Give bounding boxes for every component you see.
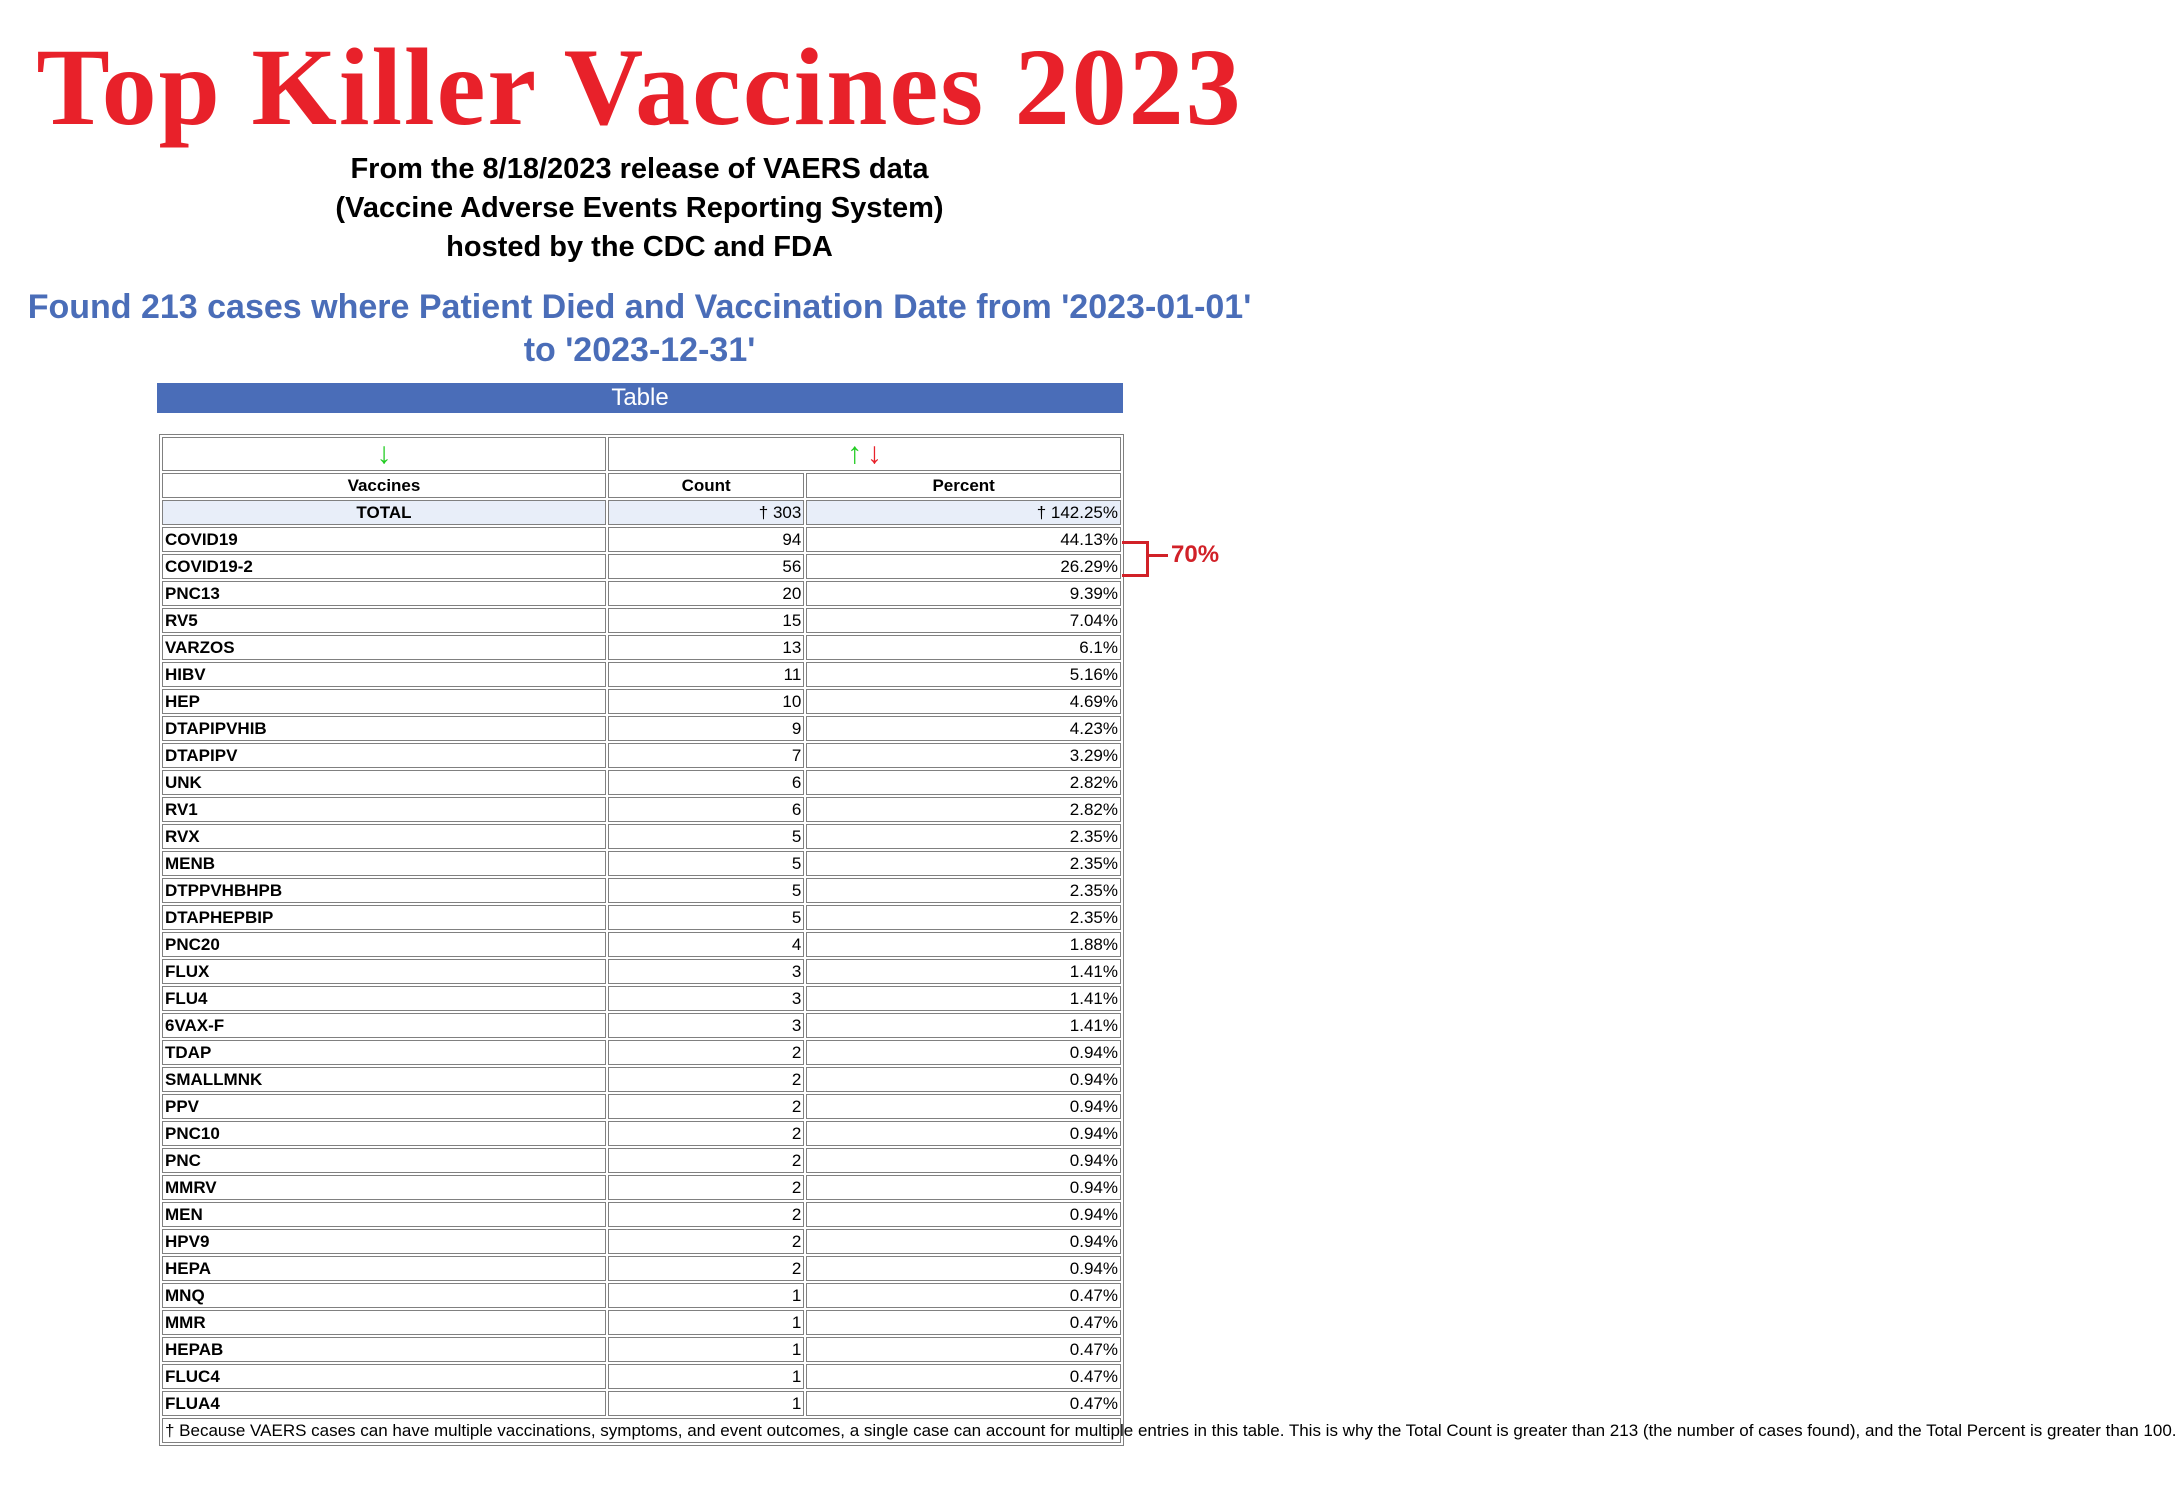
table-row	[162, 770, 1121, 795]
bracket-tick	[1148, 554, 1168, 557]
count-cell: 2	[608, 1067, 804, 1092]
subtitle-line: hosted by the CDC and FDA	[446, 231, 833, 263]
vaccine-cell: VARZOS	[162, 635, 606, 660]
count-cell: 13	[608, 635, 804, 660]
vaccine-cell: MNQ	[162, 1283, 606, 1308]
count-cell: 20	[608, 581, 804, 606]
percent-cell: 6.1%	[806, 635, 1121, 660]
count-cell: 7	[608, 743, 804, 768]
table-row	[162, 1337, 1121, 1362]
percent-cell: 0.47%	[806, 1283, 1121, 1308]
vaccine-cell: MMR	[162, 1310, 606, 1335]
vaccine-cell: FLUA4	[162, 1391, 606, 1416]
table-row	[162, 932, 1121, 957]
subtitle-line: From the 8/18/2023 release of VAERS data	[350, 153, 929, 185]
count-cell: 15	[608, 608, 804, 633]
percent-cell: 2.35%	[806, 851, 1121, 876]
vaccine-cell: 6VAX-F	[162, 1013, 606, 1038]
vaccine-cell: HEP	[162, 689, 606, 714]
table-row	[162, 1067, 1121, 1092]
percent-cell: 9.39%	[806, 581, 1121, 606]
table-row	[162, 1391, 1121, 1416]
percent-cell: 4.69%	[806, 689, 1121, 714]
vaccine-cell: MENB	[162, 851, 606, 876]
count-cell: 3	[608, 1013, 804, 1038]
bracket-annotation	[1122, 541, 1149, 577]
vaccine-cell: FLUX	[162, 959, 606, 984]
count-cell: 1	[608, 1364, 804, 1389]
total-count: † 303	[608, 500, 804, 525]
count-cell: 1	[608, 1391, 804, 1416]
column-header-percent[interactable]: Percent	[806, 473, 1121, 498]
sort-down-arrow-icon[interactable]: ↓	[376, 437, 392, 470]
vaccine-cell: PPV	[162, 1094, 606, 1119]
percent-cell: 1.41%	[806, 959, 1121, 984]
count-cell: 1	[608, 1310, 804, 1335]
results-table-frame	[159, 434, 2177, 1446]
table-row	[162, 797, 1121, 822]
table-row	[162, 1364, 1121, 1389]
count-cell: 1	[608, 1283, 804, 1308]
count-cell: 94	[608, 527, 804, 552]
vaccine-cell: COVID19-2	[162, 554, 606, 579]
table-row	[162, 1175, 1121, 1200]
vaccine-cell: FLU4	[162, 986, 606, 1011]
percent-cell: 0.47%	[806, 1337, 1121, 1362]
table-row	[162, 743, 1121, 768]
sort-down-arrow-icon[interactable]: ↓	[866, 437, 882, 470]
table-row	[162, 689, 1121, 714]
vaccine-cell: DTPPVHBHPB	[162, 878, 606, 903]
table-row	[162, 581, 1121, 606]
vaccine-cell: UNK	[162, 770, 606, 795]
table-row	[162, 878, 1121, 903]
percent-cell: 0.94%	[806, 1067, 1121, 1092]
vaccine-cell: DTAPIPV	[162, 743, 606, 768]
count-cell: 5	[608, 878, 804, 903]
sort-row	[162, 437, 1121, 471]
percent-cell: 1.41%	[806, 986, 1121, 1011]
column-header-row	[162, 473, 1121, 498]
vaccine-cell: PNC20	[162, 932, 606, 957]
headline: Top Killer Vaccines 2023	[36, 26, 1243, 148]
found-cases-heading: Found 213 cases where Patient Died and Vaccination Date from '2023-01-01' to '2023-12-31'	[27, 288, 1252, 369]
bracket-annotation-label: 70%	[1171, 541, 1220, 568]
count-cell: 9	[608, 716, 804, 741]
count-cell: 2	[608, 1175, 804, 1200]
table-row	[162, 824, 1121, 849]
table-row	[162, 1013, 1121, 1038]
table-row	[162, 1229, 1121, 1254]
vaccine-cell: FLUC4	[162, 1364, 606, 1389]
results-table	[160, 435, 2177, 1445]
vaccine-cell: COVID19	[162, 527, 606, 552]
percent-cell: 5.16%	[806, 662, 1121, 687]
table-row	[162, 1283, 1121, 1308]
total-label: TOTAL	[162, 500, 606, 525]
percent-cell: 44.13%	[806, 527, 1121, 552]
percent-cell: 2.82%	[806, 770, 1121, 795]
percent-cell: 1.41%	[806, 1013, 1121, 1038]
count-cell: 2	[608, 1256, 804, 1281]
count-cell: 5	[608, 851, 804, 876]
subtitle	[0, 150, 1279, 267]
count-cell: 2	[608, 1121, 804, 1146]
count-cell: 5	[608, 905, 804, 930]
percent-cell: 3.29%	[806, 743, 1121, 768]
percent-cell: 0.94%	[806, 1148, 1121, 1173]
percent-cell: 4.23%	[806, 716, 1121, 741]
table-row	[162, 1121, 1121, 1146]
sort-up-arrow-icon[interactable]: ↑	[847, 437, 863, 470]
percent-cell: 0.94%	[806, 1121, 1121, 1146]
percent-cell: 0.94%	[806, 1040, 1121, 1065]
count-cell: 4	[608, 932, 804, 957]
sort-cell-count	[608, 437, 1121, 471]
count-cell: 2	[608, 1148, 804, 1173]
percent-cell: 26.29%	[806, 554, 1121, 579]
percent-cell: 0.47%	[806, 1310, 1121, 1335]
vaccine-cell: HPV9	[162, 1229, 606, 1254]
table-row	[162, 662, 1121, 687]
table-row	[162, 1094, 1121, 1119]
footnote-row	[162, 1418, 1121, 1443]
percent-cell: 2.35%	[806, 824, 1121, 849]
vaccine-cell: MMRV	[162, 1175, 606, 1200]
count-cell: 56	[608, 554, 804, 579]
count-cell: 2	[608, 1040, 804, 1065]
vaccine-cell: RV1	[162, 797, 606, 822]
count-cell: 6	[608, 770, 804, 795]
table-row	[162, 986, 1121, 1011]
vaccine-cell: RV5	[162, 608, 606, 633]
table-row	[162, 716, 1121, 741]
table-row	[162, 1040, 1121, 1065]
sort-cell-vaccines	[162, 437, 606, 471]
percent-cell: 0.94%	[806, 1202, 1121, 1227]
table-row	[162, 1256, 1121, 1281]
vaccine-cell: RVX	[162, 824, 606, 849]
percent-cell: 0.47%	[806, 1391, 1121, 1416]
vaccine-cell: PNC13	[162, 581, 606, 606]
percent-cell: 0.94%	[806, 1175, 1121, 1200]
subtitle-line: (Vaccine Adverse Events Reporting System)	[335, 192, 944, 224]
count-cell: 11	[608, 662, 804, 687]
count-cell: 2	[608, 1202, 804, 1227]
vaccine-cell: PNC	[162, 1148, 606, 1173]
vaccine-cell: TDAP	[162, 1040, 606, 1065]
table-row	[162, 635, 1121, 660]
percent-cell: 0.94%	[806, 1256, 1121, 1281]
table-row	[162, 851, 1121, 876]
percent-cell: 0.94%	[806, 1229, 1121, 1254]
table-row	[162, 554, 1121, 579]
count-cell: 3	[608, 959, 804, 984]
percent-cell: 2.82%	[806, 797, 1121, 822]
table-row	[162, 1310, 1121, 1335]
column-header-count[interactable]: Count	[608, 473, 804, 498]
count-cell: 1	[608, 1337, 804, 1362]
percent-cell: 1.88%	[806, 932, 1121, 957]
vaccine-cell: DTAPIPVHIB	[162, 716, 606, 741]
count-cell: 5	[608, 824, 804, 849]
total-percent: † 142.25%	[806, 500, 1121, 525]
count-cell: 10	[608, 689, 804, 714]
percent-cell: 7.04%	[806, 608, 1121, 633]
vaccine-cell: HEPA	[162, 1256, 606, 1281]
vaccine-cell: HIBV	[162, 662, 606, 687]
table-row	[162, 1202, 1121, 1227]
percent-cell: 2.35%	[806, 878, 1121, 903]
table-row	[162, 905, 1121, 930]
table-row	[162, 959, 1121, 984]
table-header-bar: Table	[157, 383, 1123, 413]
table-row	[162, 608, 1121, 633]
footnote: † Because VAERS cases can have multiple vaccinations, symptoms, and event outcomes, a single case can account for multiple entries in this table. This is why the Total Count is greater than 213 (the number of cases found), and the Total Percent is greater than 100.	[162, 1418, 1121, 1443]
vaccine-cell: DTAPHEPBIP	[162, 905, 606, 930]
count-cell: 6	[608, 797, 804, 822]
percent-cell: 2.35%	[806, 905, 1121, 930]
vaccine-cell: MEN	[162, 1202, 606, 1227]
vaccine-cell: SMALLMNK	[162, 1067, 606, 1092]
vaccine-cell: PNC10	[162, 1121, 606, 1146]
percent-cell: 0.94%	[806, 1094, 1121, 1119]
column-header-vaccines[interactable]: Vaccines	[162, 473, 606, 498]
vaccine-cell: HEPAB	[162, 1337, 606, 1362]
percent-cell: 0.47%	[806, 1364, 1121, 1389]
count-cell: 2	[608, 1094, 804, 1119]
count-cell: 3	[608, 986, 804, 1011]
table-row	[162, 1148, 1121, 1173]
count-cell: 2	[608, 1229, 804, 1254]
table-row	[162, 527, 1121, 552]
total-row	[162, 500, 1121, 525]
